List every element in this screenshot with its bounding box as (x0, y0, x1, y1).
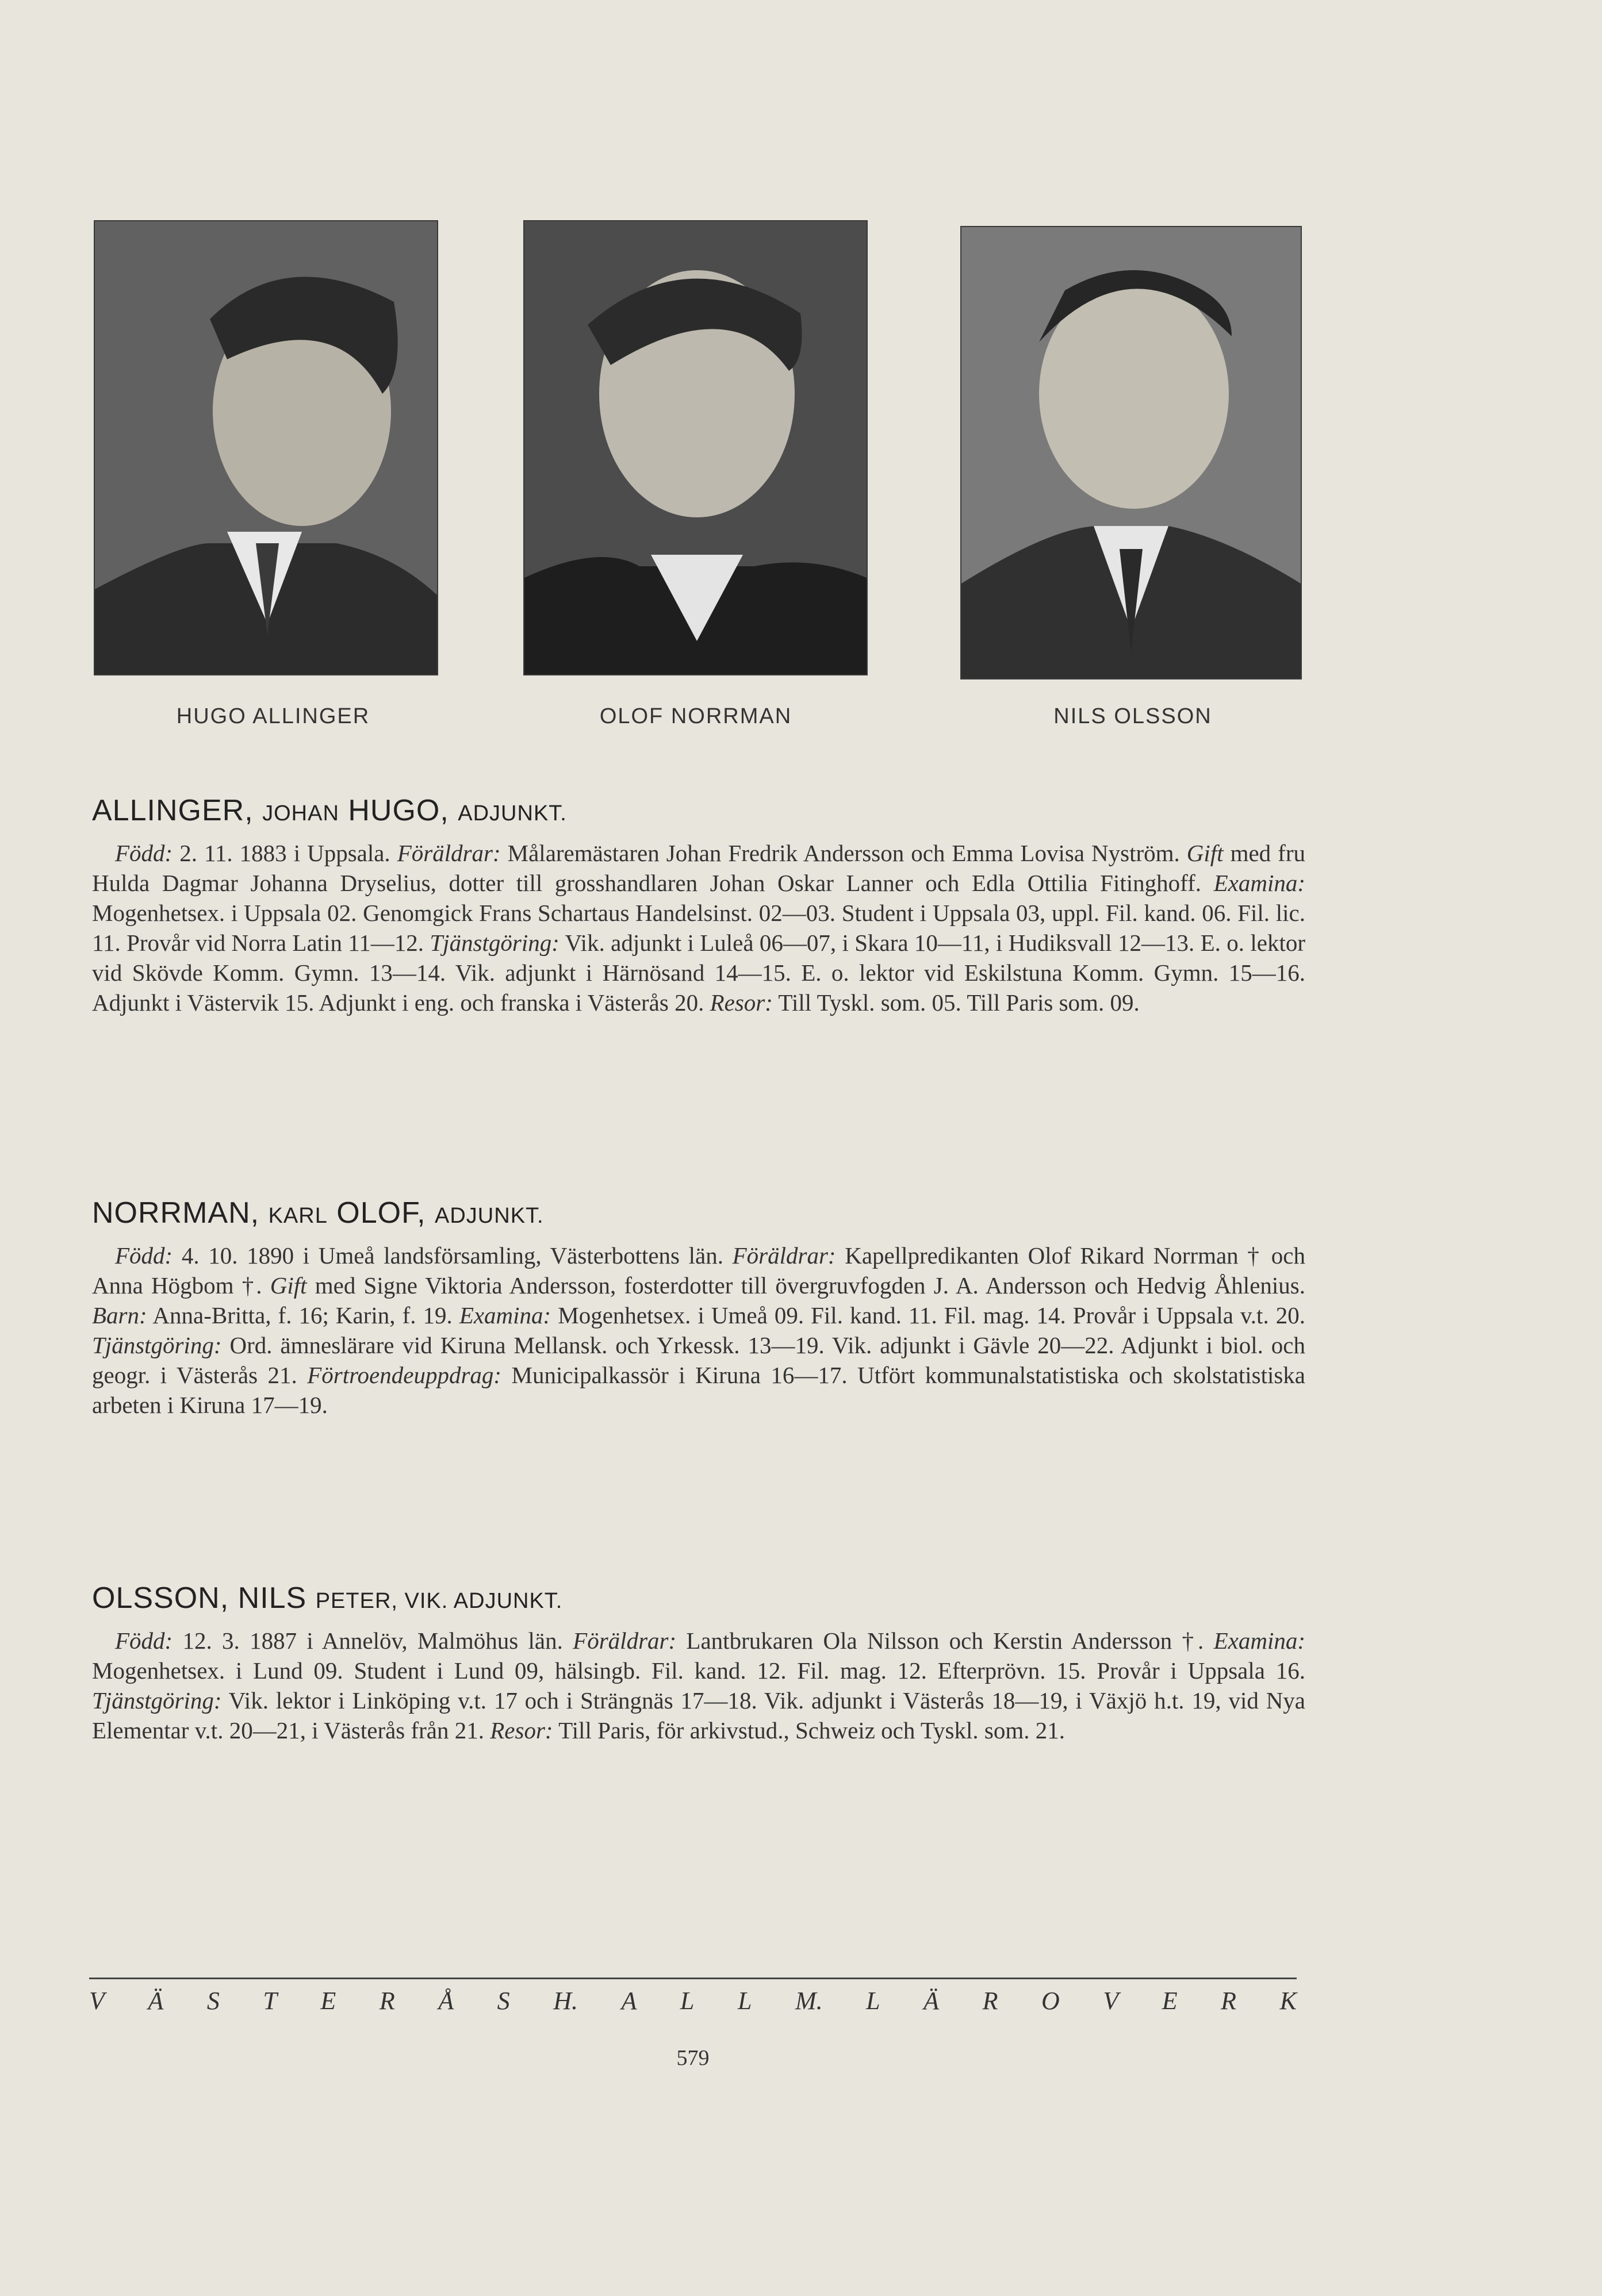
field-text: med fru Hulda Dagmar Johanna Dryselius, dotter till grosshandlaren Johan Oskar Lanner och Edla Ottilia Fitinghoff. (92, 840, 1305, 896)
field-text: Målaremästaren Johan Fredrik Andersson och Emma Lovisa Nyström. (500, 840, 1187, 866)
field-label: Resor: (710, 989, 773, 1016)
field-label: Tjänstgöring: (430, 930, 559, 956)
footer-letter: V (1103, 1987, 1119, 2015)
entry-body (92, 838, 1305, 1018)
field-label: Examina: (1213, 870, 1305, 896)
given-name-small: KARL (268, 1204, 328, 1228)
field-label: Barn: (92, 1302, 147, 1329)
entry-heading (92, 793, 1305, 828)
footer-letter: Ä (923, 1987, 940, 2015)
footer-letter: K (1279, 1987, 1297, 2015)
field-text: Lantbrukaren Ola Nilsson och Kerstin Andersson †. (676, 1627, 1214, 1654)
footer-rule (89, 1978, 1297, 1979)
portrait-photo-2 (524, 221, 867, 674)
portrait-image (961, 227, 1301, 678)
biography-entry-olsson (92, 1581, 1305, 1745)
entry-body (92, 1241, 1305, 1420)
field-label: Tjänstgöring: (92, 1687, 222, 1714)
footer-letter: L (737, 1987, 752, 2015)
footer-letter: Ä (148, 1987, 164, 2015)
field-label: Examina: (1213, 1627, 1305, 1654)
surname: OLSSON, (92, 1581, 229, 1615)
field-label: Föräldrar: (573, 1627, 677, 1654)
field-text: 12. 3. 1887 i Annelöv, Malmöhus län. (173, 1627, 573, 1654)
field-label: Född: (115, 1242, 173, 1269)
portrait-image (524, 221, 867, 674)
given-name: HUGO, (348, 794, 449, 827)
field-text: Ord. ämneslärare vid Kiruna Mellansk. och Yrkessk. 13—19. Vik. adjunkt i Gävle 20—22. Adjunkt i biol. och geogr. i Västerås 21. (92, 1332, 1305, 1388)
footer-letter: O (1041, 1987, 1060, 2015)
biography-entry-allinger (92, 793, 1305, 1018)
footer-letter: S (206, 1987, 220, 2015)
field-label: Gift (1186, 840, 1224, 866)
page-number: 579 (676, 2046, 710, 2070)
footer-letter: R (379, 1987, 395, 2015)
field-label: Resor: (490, 1717, 553, 1744)
biography-entry-norrman (92, 1196, 1305, 1420)
photo-caption-1: HUGO ALLINGER (176, 704, 370, 728)
field-label: Förtroendeuppdrag: (307, 1362, 502, 1388)
field-text: Mogenhetsex. i Lund 09. Student i Lund 09, hälsingb. Fil. kand. 12. Fil. mag. 12. Efterprövn. 15. Provår i Uppsala 16. (92, 1657, 1305, 1684)
photo-caption-2: OLOF NORRMAN (599, 704, 792, 728)
given-name: OLOF, (336, 1196, 426, 1230)
surname: ALLINGER, (92, 794, 254, 827)
footer-letter: L (680, 1987, 695, 2015)
field-text: Mogenhetsex. i Umeå 09. Fil. kand. 11. Fil. mag. 14. Provår i Uppsala v.t. 20. (551, 1302, 1305, 1329)
surname: NORRMAN, (92, 1196, 260, 1230)
field-text: 2. 11. 1883 i Uppsala. (173, 840, 397, 866)
portrait-photo-1 (95, 221, 437, 674)
entry-body (92, 1626, 1305, 1745)
footer-letter: M. (795, 1987, 823, 2015)
field-text: Till Tyskl. som. 05. Till Paris som. 09. (772, 989, 1140, 1016)
field-label: Född: (115, 840, 173, 866)
field-text: Mogenhetsex. i Uppsala 02. Genomgick Frans Schartaus Handelsinst. 02—03. Student i Uppsala 03, uppl. Fil. kand. 06. Fil. lic. 11. Provår vid Norra Latin 11—12. (92, 900, 1305, 956)
field-text: Till Paris, för arkivstud., Schweiz och Tyskl. som. 21. (553, 1717, 1065, 1744)
position-title: PETER, VIK. ADJUNKT. (315, 1589, 563, 1613)
portrait-image (95, 221, 437, 674)
footer-letter: H. (553, 1987, 578, 2015)
footer-letter: A (621, 1987, 637, 2015)
field-label: Föräldrar: (397, 840, 501, 866)
field-label: Föräldrar: (732, 1242, 836, 1269)
field-label: Examina: (459, 1302, 551, 1329)
position-title: ADJUNKT. (458, 801, 567, 826)
position-title: ADJUNKT. (435, 1204, 544, 1228)
field-text: Municipalkassör i Kiruna 16—17. Utfört kommunalstatistiska och skolstatistiska arbeten i Kiruna 17—19. (92, 1362, 1306, 1418)
running-footer (89, 1986, 1297, 2015)
given-name-small: JOHAN (262, 801, 339, 826)
field-label: Tjänstgöring: (92, 1332, 222, 1358)
entry-heading (92, 1196, 1305, 1230)
field-text: 4. 10. 1890 i Umeå landsförsamling, Västerbottens län. (173, 1242, 733, 1269)
field-text: med Signe Viktoria Andersson, fosterdotter till övergruvfogden J. A. Andersson och Hedvig Åhlenius. (306, 1272, 1305, 1299)
footer-letter: S (497, 1987, 510, 2015)
field-text: Vik. lektor i Linköping v.t. 17 och i Strängnäs 17—18. Vik. adjunkt i Västerås 18—19, i Växjö h.t. 19, vid Nya Elementar v.t. 20—21, i Västerås från 21. (92, 1687, 1305, 1744)
footer-letter: V (89, 1987, 105, 2015)
footer-letter: R (982, 1987, 998, 2015)
field-text: Vik. adjunkt i Luleå 06—07, i Skara 10—11, i Hudiksvall 12—13. E. o. lektor vid Skövde Komm. Gymn. 13—14. Vik. adjunkt i Härnösand 14—15. E. o. lektor vid Eskilstuna Komm. Gymn. 15—16. Adjunkt i Västervik 15. Adjunkt i eng. och franska i Västerås 20. (92, 930, 1305, 1016)
photo-caption-3: NILS OLSSON (1053, 704, 1212, 728)
footer-letter: R (1221, 1987, 1237, 2015)
portrait-photo-3 (961, 227, 1301, 678)
footer-letter: E (320, 1987, 336, 2015)
given-name: NILS (237, 1581, 307, 1615)
field-text: Kapellpredikanten Olof Rikard Norrman † och Anna Högbom †. (92, 1242, 1305, 1299)
field-text: Anna-Britta, f. 16; Karin, f. 19. (147, 1302, 459, 1329)
field-label: Född: (115, 1627, 173, 1654)
footer-letter: E (1162, 1987, 1178, 2015)
footer-letter: L (866, 1987, 880, 2015)
field-label: Gift (270, 1272, 307, 1299)
footer-letter: T (263, 1987, 277, 2015)
entry-heading (92, 1581, 1305, 1615)
footer-letter: Å (438, 1987, 454, 2015)
